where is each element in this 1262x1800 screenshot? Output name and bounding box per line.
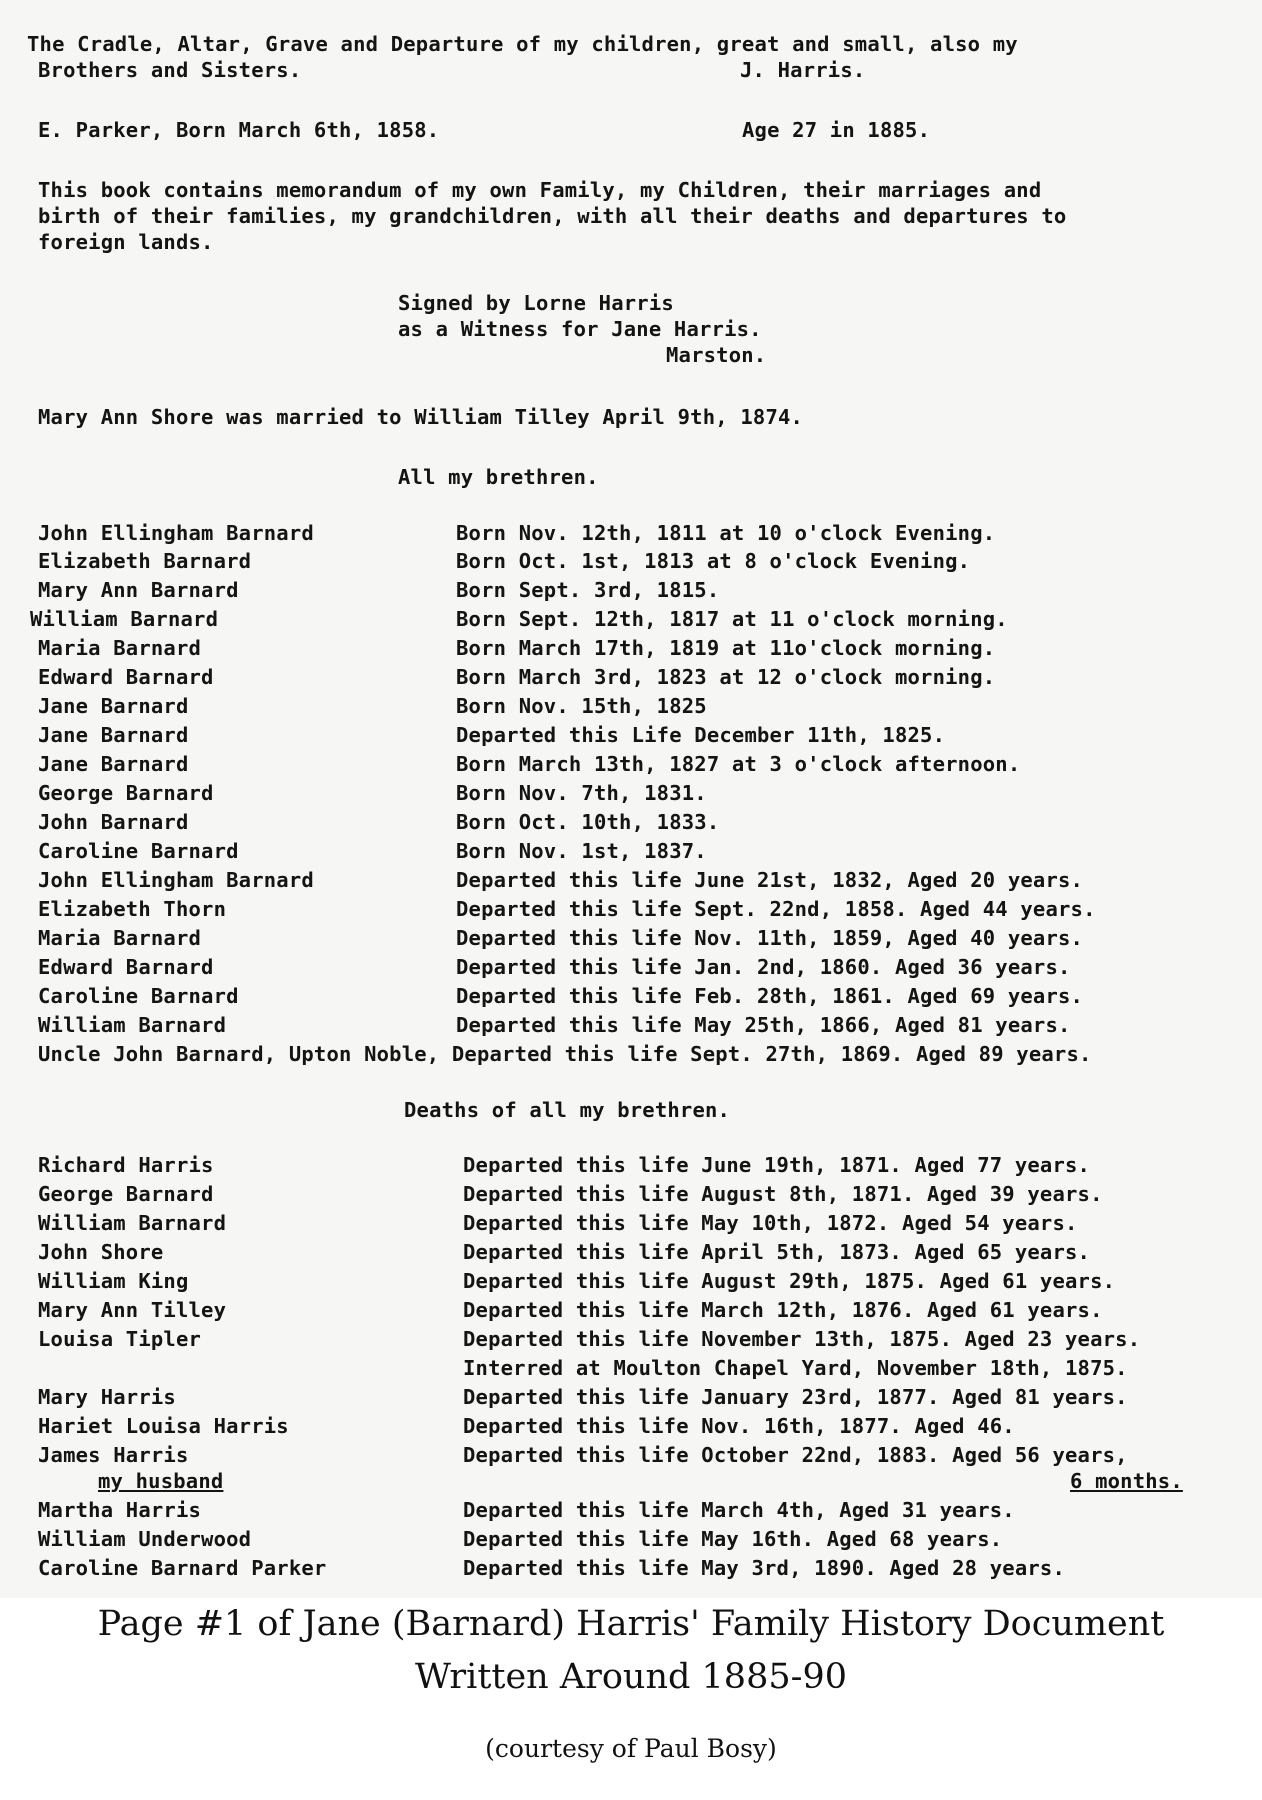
list-item-name: James Harris (38, 1443, 189, 1467)
list-item-event: Departed this life Nov. 16th, 1877. Aged 46. (463, 1414, 1015, 1438)
list-item-name: William Underwood (38, 1527, 252, 1551)
list-item-event: Born March 3rd, 1823 at 12 o'clock morning. (456, 665, 996, 689)
deaths-heading: Deaths of all my brethren. (404, 1098, 731, 1122)
list-item-name: William King (38, 1269, 189, 1293)
list-item-name: Jane Barnard (38, 694, 189, 718)
parker-birth-line: E. Parker, Born March 6th, 1858. (38, 118, 440, 142)
brethren-heading: All my brethren. (398, 465, 599, 489)
list-item-name: William Barnard (30, 607, 219, 631)
age-line: Age 27 in 1885. (742, 118, 931, 142)
list-item-name: Caroline Barnard (38, 839, 239, 863)
list-item-event: Departed this life March 4th, Aged 31 years. (463, 1498, 1015, 1522)
list-item-event: Born Nov. 7th, 1831. (456, 781, 707, 805)
list-item-event: Departed this life March 12th, 1876. Aged 61 years. (463, 1298, 1103, 1322)
list-item-event: Departed this life Nov. 11th, 1859, Aged 40 years. (456, 926, 1084, 950)
description-line-3: foreign lands. (38, 230, 214, 254)
list-item-event: Departed this life Feb. 28th, 1861. Aged 69 years. (456, 984, 1084, 1008)
list-item-event: Born Sept. 12th, 1817 at 11 o'clock morning. (456, 607, 1008, 631)
list-item-name: Maria Barnard (38, 926, 202, 950)
list-item-name: Caroline Barnard Parker (38, 1556, 327, 1580)
list-item-name: John Ellingham Barnard (38, 521, 314, 545)
signed-line-3: Marston. (666, 343, 767, 367)
signed-line-2: as a Witness for Jane Harris. (398, 317, 762, 341)
list-item-event: Departed this life June 21st, 1832, Aged 20 years. (456, 868, 1084, 892)
list-item-name: William Barnard (38, 1013, 227, 1037)
list-item-event: Departed this life May 16th. Aged 68 years. (463, 1527, 1003, 1551)
list-item-event: Departed this life April 5th, 1873. Aged 65 years. (463, 1240, 1091, 1264)
list-item-name: John Ellingham Barnard (38, 868, 314, 892)
list-item-name: Martha Harris (38, 1498, 202, 1522)
list-item-name: Edward Barnard (38, 665, 214, 689)
list-item-event: Born March 13th, 1827 at 3 o'clock afternoon. (456, 752, 1021, 776)
list-item-name: Richard Harris (38, 1153, 214, 1177)
list-item-event: Born Nov. 15th, 1825 (456, 694, 707, 718)
interment-note: Interred at Moulton Chapel Yard, November 18th, 1875. (463, 1356, 1128, 1380)
list-item-name: Louisa Tipler (38, 1327, 202, 1351)
list-item-event: Born Sept. 3rd, 1815. (456, 578, 720, 602)
list-item-name: Mary Harris (38, 1385, 176, 1409)
list-item-event: Born March 17th, 1819 at 11o'clock morning. (456, 636, 996, 660)
description-line-1: This book contains memorandum of my own Family, my Children, their marriages and (38, 178, 1042, 202)
list-item-event: Born Oct. 1st, 1813 at 8 o'clock Evening. (456, 549, 971, 573)
caption-date: Written Around 1885-90 (415, 1657, 847, 1697)
list-item-event: Departed this life May 10th, 1872. Aged 54 years. (463, 1211, 1078, 1235)
caption-credit: (courtesy of Paul Bosy) (485, 1734, 777, 1763)
list-item-event: Departed this life Jan. 2nd, 1860. Aged 36 years. (456, 955, 1071, 979)
list-item-name: Caroline Barnard (38, 984, 239, 1008)
list-item-name: Edward Barnard (38, 955, 214, 979)
description-line-2: birth of their families, my grandchildren, with all their deaths and departures to (38, 204, 1067, 228)
list-item-event: Departed this life Sept. 22nd, 1858. Aged 44 years. (456, 897, 1096, 921)
list-item-event: Departed this life June 19th, 1871. Aged 77 years. (463, 1153, 1091, 1177)
list-item-event: Departed this life January 23rd, 1877. Aged 81 years. (463, 1385, 1128, 1409)
list-item-event: Departed this life August 29th, 1875. Aged 61 years. (463, 1269, 1116, 1293)
list-item-name: Jane Barnard (38, 723, 189, 747)
title-line-2: Brothers and Sisters. (38, 58, 302, 82)
list-item-event: Born Nov. 12th, 1811 at 10 o'clock Evening. (456, 521, 996, 545)
uncle-line: Uncle John Barnard, Upton Noble, Departed this life Sept. 27th, 1869. Aged 89 years. (38, 1042, 1092, 1066)
list-item-event: Departed this life May 3rd, 1890. Aged 28 years. (463, 1556, 1066, 1580)
list-item-name: John Barnard (38, 810, 189, 834)
list-item-name: Hariet Louisa Harris (38, 1414, 289, 1438)
list-item-name: John Shore (38, 1240, 164, 1264)
list-item-event: Departed this Life December 11th, 1825. (456, 723, 946, 747)
months-note: 6 months. (1070, 1469, 1183, 1493)
caption-title: Page #1 of Jane (Barnard) Harris' Family History Document (97, 1604, 1165, 1644)
list-item-event: Born Oct. 10th, 1833. (456, 810, 720, 834)
list-item-event: Departed this life August 8th, 1871. Aged 39 years. (463, 1182, 1103, 1206)
list-item-name: Elizabeth Barnard (38, 549, 252, 573)
list-item-name: Jane Barnard (38, 752, 189, 776)
list-item-name: George Barnard (38, 1182, 214, 1206)
list-item-event: Born Nov. 1st, 1837. (456, 839, 707, 863)
list-item-name: George Barnard (38, 781, 214, 805)
list-item-event: Departed this life November 13th, 1875. Aged 23 years. (463, 1327, 1141, 1351)
title-line-1: The Cradle, Altar, Grave and Departure of my children, great and small, also my (27, 32, 1018, 56)
author-signature: J. Harris. (740, 58, 866, 82)
list-item-event: Departed this life May 25th, 1866, Aged 81 years. (456, 1013, 1071, 1037)
marriage-line: Mary Ann Shore was married to William Tilley April 9th, 1874. (38, 405, 804, 429)
list-item-name: Mary Ann Barnard (38, 578, 239, 602)
list-item-name: Maria Barnard (38, 636, 202, 660)
list-item-name: William Barnard (38, 1211, 227, 1235)
husband-note: my husband (98, 1469, 224, 1493)
list-item-event: Departed this life October 22nd, 1883. Aged 56 years, (463, 1443, 1128, 1467)
list-item-name: Mary Ann Tilley (38, 1298, 227, 1322)
list-item-name: Elizabeth Thorn (38, 897, 227, 921)
signed-line-1: Signed by Lorne Harris (398, 291, 674, 315)
